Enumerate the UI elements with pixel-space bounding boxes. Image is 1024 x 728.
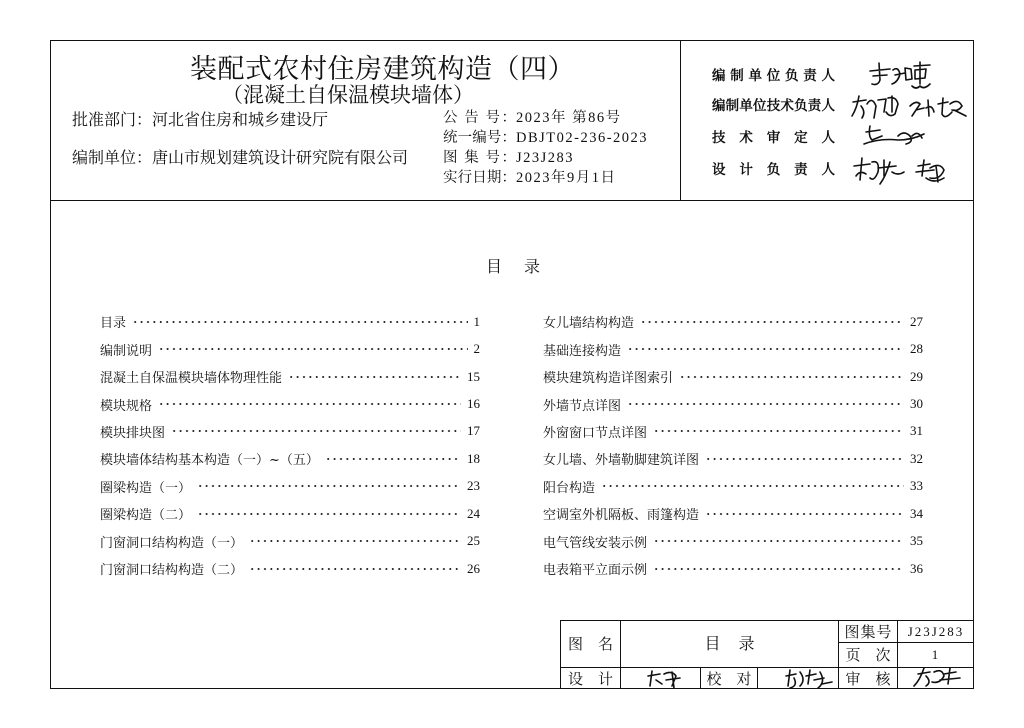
toc-entry (100, 528, 480, 555)
toc-dot-leader (249, 539, 461, 543)
toc-entry-title: 外窗窗口节点详图 (543, 425, 648, 441)
info-label: 统一编号： (443, 130, 516, 146)
info-value: 2023年9月1日 (516, 170, 617, 186)
approval-label: 批准部门： (72, 110, 153, 129)
toc-entry (543, 528, 923, 555)
toc-entry (100, 335, 480, 362)
info-label: 图 集 号： (443, 150, 516, 166)
drawing-name-cell (621, 621, 838, 667)
toc-dot-leader (197, 512, 461, 516)
toc-entry-title: 门窗洞口结构构造（二） (100, 563, 244, 579)
toc-entry (100, 308, 480, 335)
toc-right-column (543, 308, 923, 582)
toc-entry-page: 23 (467, 478, 480, 494)
toc-entry-page: 32 (910, 450, 923, 466)
design-label: 设 计 (568, 669, 613, 688)
toc-entry-title: 基础连接构造 (543, 343, 622, 359)
toc-entry (543, 363, 923, 390)
toc-entry-title: 模块建筑构造详图索引 (543, 371, 674, 387)
compiling-unit (72, 149, 408, 167)
atlas-no: J23J283 (907, 623, 965, 639)
toc-left-column (100, 308, 480, 582)
toc-entry-title: 阳台构造 (543, 480, 596, 496)
toc-entry-page: 26 (467, 560, 480, 576)
drawing-name: 目 录 (704, 634, 755, 653)
page-number: 1 (931, 647, 941, 662)
toc-dot-leader (705, 512, 904, 516)
design-label-cell (561, 668, 620, 689)
toc-entry (100, 445, 480, 472)
info-value: J23J283 (516, 150, 575, 166)
toc-dot-leader (653, 539, 904, 543)
title-block-line (560, 667, 974, 668)
toc-dot-leader (679, 375, 904, 379)
approval-department (72, 111, 328, 129)
toc-entry-title: 圈梁构造（一） (100, 480, 192, 496)
toc-entry-title: 混凝土自保温模块墙体物理性能 (100, 371, 283, 387)
role-technical-reviewer: 技术审定人 (712, 130, 835, 146)
atlas-number (443, 149, 574, 167)
toc-entry (543, 390, 923, 417)
toc-dot-leader (325, 457, 461, 461)
review-label: 审 核 (845, 669, 891, 688)
toc-entry (100, 363, 480, 390)
toc-entry-title: 编制说明 (100, 343, 153, 359)
toc-entry (100, 418, 480, 445)
page-label: 页 次 (845, 646, 891, 664)
toc-entry (543, 555, 923, 582)
unified-number (443, 129, 648, 147)
toc-entry-title: 模块规格 (100, 398, 153, 414)
toc-entry-title: 女儿墙结构构造 (543, 316, 635, 332)
atlas-title: 装配式农村住房建筑构造（四） (190, 54, 575, 85)
toc-entry-page: 30 (910, 396, 923, 412)
toc-entry-title: 模块墙体结构基本构造（一）~（五） (100, 453, 319, 469)
effective-date (443, 169, 617, 187)
drawing-name-label: 图 名 (568, 635, 613, 653)
toc-entry-page: 16 (467, 396, 480, 412)
toc-entry-page: 24 (467, 505, 480, 521)
announcement-number (443, 109, 622, 127)
toc-dot-leader (640, 320, 904, 324)
toc-heading: 目 录 (486, 257, 540, 276)
atlas-no-label: 图集号 (844, 622, 892, 641)
toc-dot-leader (132, 320, 467, 324)
toc-entry-page: 17 (467, 423, 480, 439)
toc-entry (100, 555, 480, 582)
header-column-divider (680, 40, 681, 200)
toc-entry (543, 418, 923, 445)
toc-entry-title: 外墙节点详图 (543, 398, 622, 414)
atlas-no-label-cell (839, 621, 897, 642)
info-value: 2023年 第86号 (516, 110, 622, 126)
review-label-cell (839, 668, 897, 689)
role-compiling-unit-head: 编制单位负责人 (712, 68, 835, 84)
toc-entry-title: 女儿墙、外墙勒脚建筑详图 (543, 453, 700, 469)
toc-entry-page: 27 (910, 313, 923, 329)
title-block-line (757, 667, 758, 689)
compiler-label: 编制单位： (72, 148, 153, 167)
toc-entry (100, 473, 480, 500)
drawing-name-label-cell (561, 621, 620, 667)
toc-entry-page: 34 (910, 505, 923, 521)
toc-entry (100, 500, 480, 527)
toc-entry-title: 圈梁构造（二） (100, 508, 192, 524)
atlas-subtitle: （混凝土自保温模块墙体） (222, 83, 474, 107)
toc-entry (543, 473, 923, 500)
check-label-cell (701, 668, 757, 689)
toc-entry-page: 31 (910, 423, 923, 439)
toc-entry-page: 33 (910, 478, 923, 494)
toc-entry-title: 目录 (100, 316, 127, 332)
toc-entry (543, 335, 923, 362)
toc-entry-page: 18 (467, 450, 480, 466)
toc-entry-title: 电表箱平立面示例 (543, 563, 648, 579)
toc-entry-page: 35 (910, 533, 923, 549)
toc-dot-leader (158, 402, 461, 406)
toc-dot-leader (249, 567, 461, 571)
toc-dot-leader (627, 402, 904, 406)
check-label: 校 对 (706, 669, 752, 688)
toc-dot-leader (158, 347, 467, 351)
toc-entry-page: 28 (910, 341, 923, 357)
toc-dot-leader (288, 375, 461, 379)
toc-entry-page: 25 (467, 533, 480, 549)
toc-dot-leader (601, 484, 904, 488)
toc-dot-leader (653, 567, 904, 571)
info-label: 公 告 号： (443, 110, 516, 126)
toc-entry-title: 门窗洞口结构构造（一） (100, 535, 244, 551)
toc-entry-page: 29 (910, 368, 923, 384)
toc-dot-leader (653, 429, 904, 433)
toc-entry-page: 15 (467, 368, 480, 384)
compiler-value: 唐山市规划建筑设计研究院有限公司 (152, 148, 409, 167)
toc-entry (543, 308, 923, 335)
approval-value: 河北省住房和城乡建设厅 (152, 110, 329, 129)
toc-entry (543, 445, 923, 472)
info-value: DBJT02-236-2023 (516, 130, 649, 146)
toc-entry-page: 36 (910, 560, 923, 576)
role-technical-head: 编制单位技术负责人 (712, 98, 835, 114)
toc-entry-title: 电气管线安装示例 (543, 535, 648, 551)
toc-entry-page: 2 (473, 341, 480, 357)
toc-entry-title: 空调室外机隔板、雨篷构造 (543, 508, 700, 524)
toc-dot-leader (197, 484, 461, 488)
toc-dot-leader (627, 347, 904, 351)
info-label: 实行日期： (443, 170, 516, 186)
toc-entry (543, 500, 923, 527)
page-label-cell (839, 643, 897, 667)
header-divider (50, 200, 974, 201)
toc-entry-title: 模块排块图 (100, 425, 166, 441)
role-design-head: 设计负责人 (712, 162, 835, 178)
toc-entry-page: 1 (473, 313, 480, 329)
toc-dot-leader (705, 457, 904, 461)
toc-dot-leader (171, 429, 461, 433)
toc-entry (100, 390, 480, 417)
